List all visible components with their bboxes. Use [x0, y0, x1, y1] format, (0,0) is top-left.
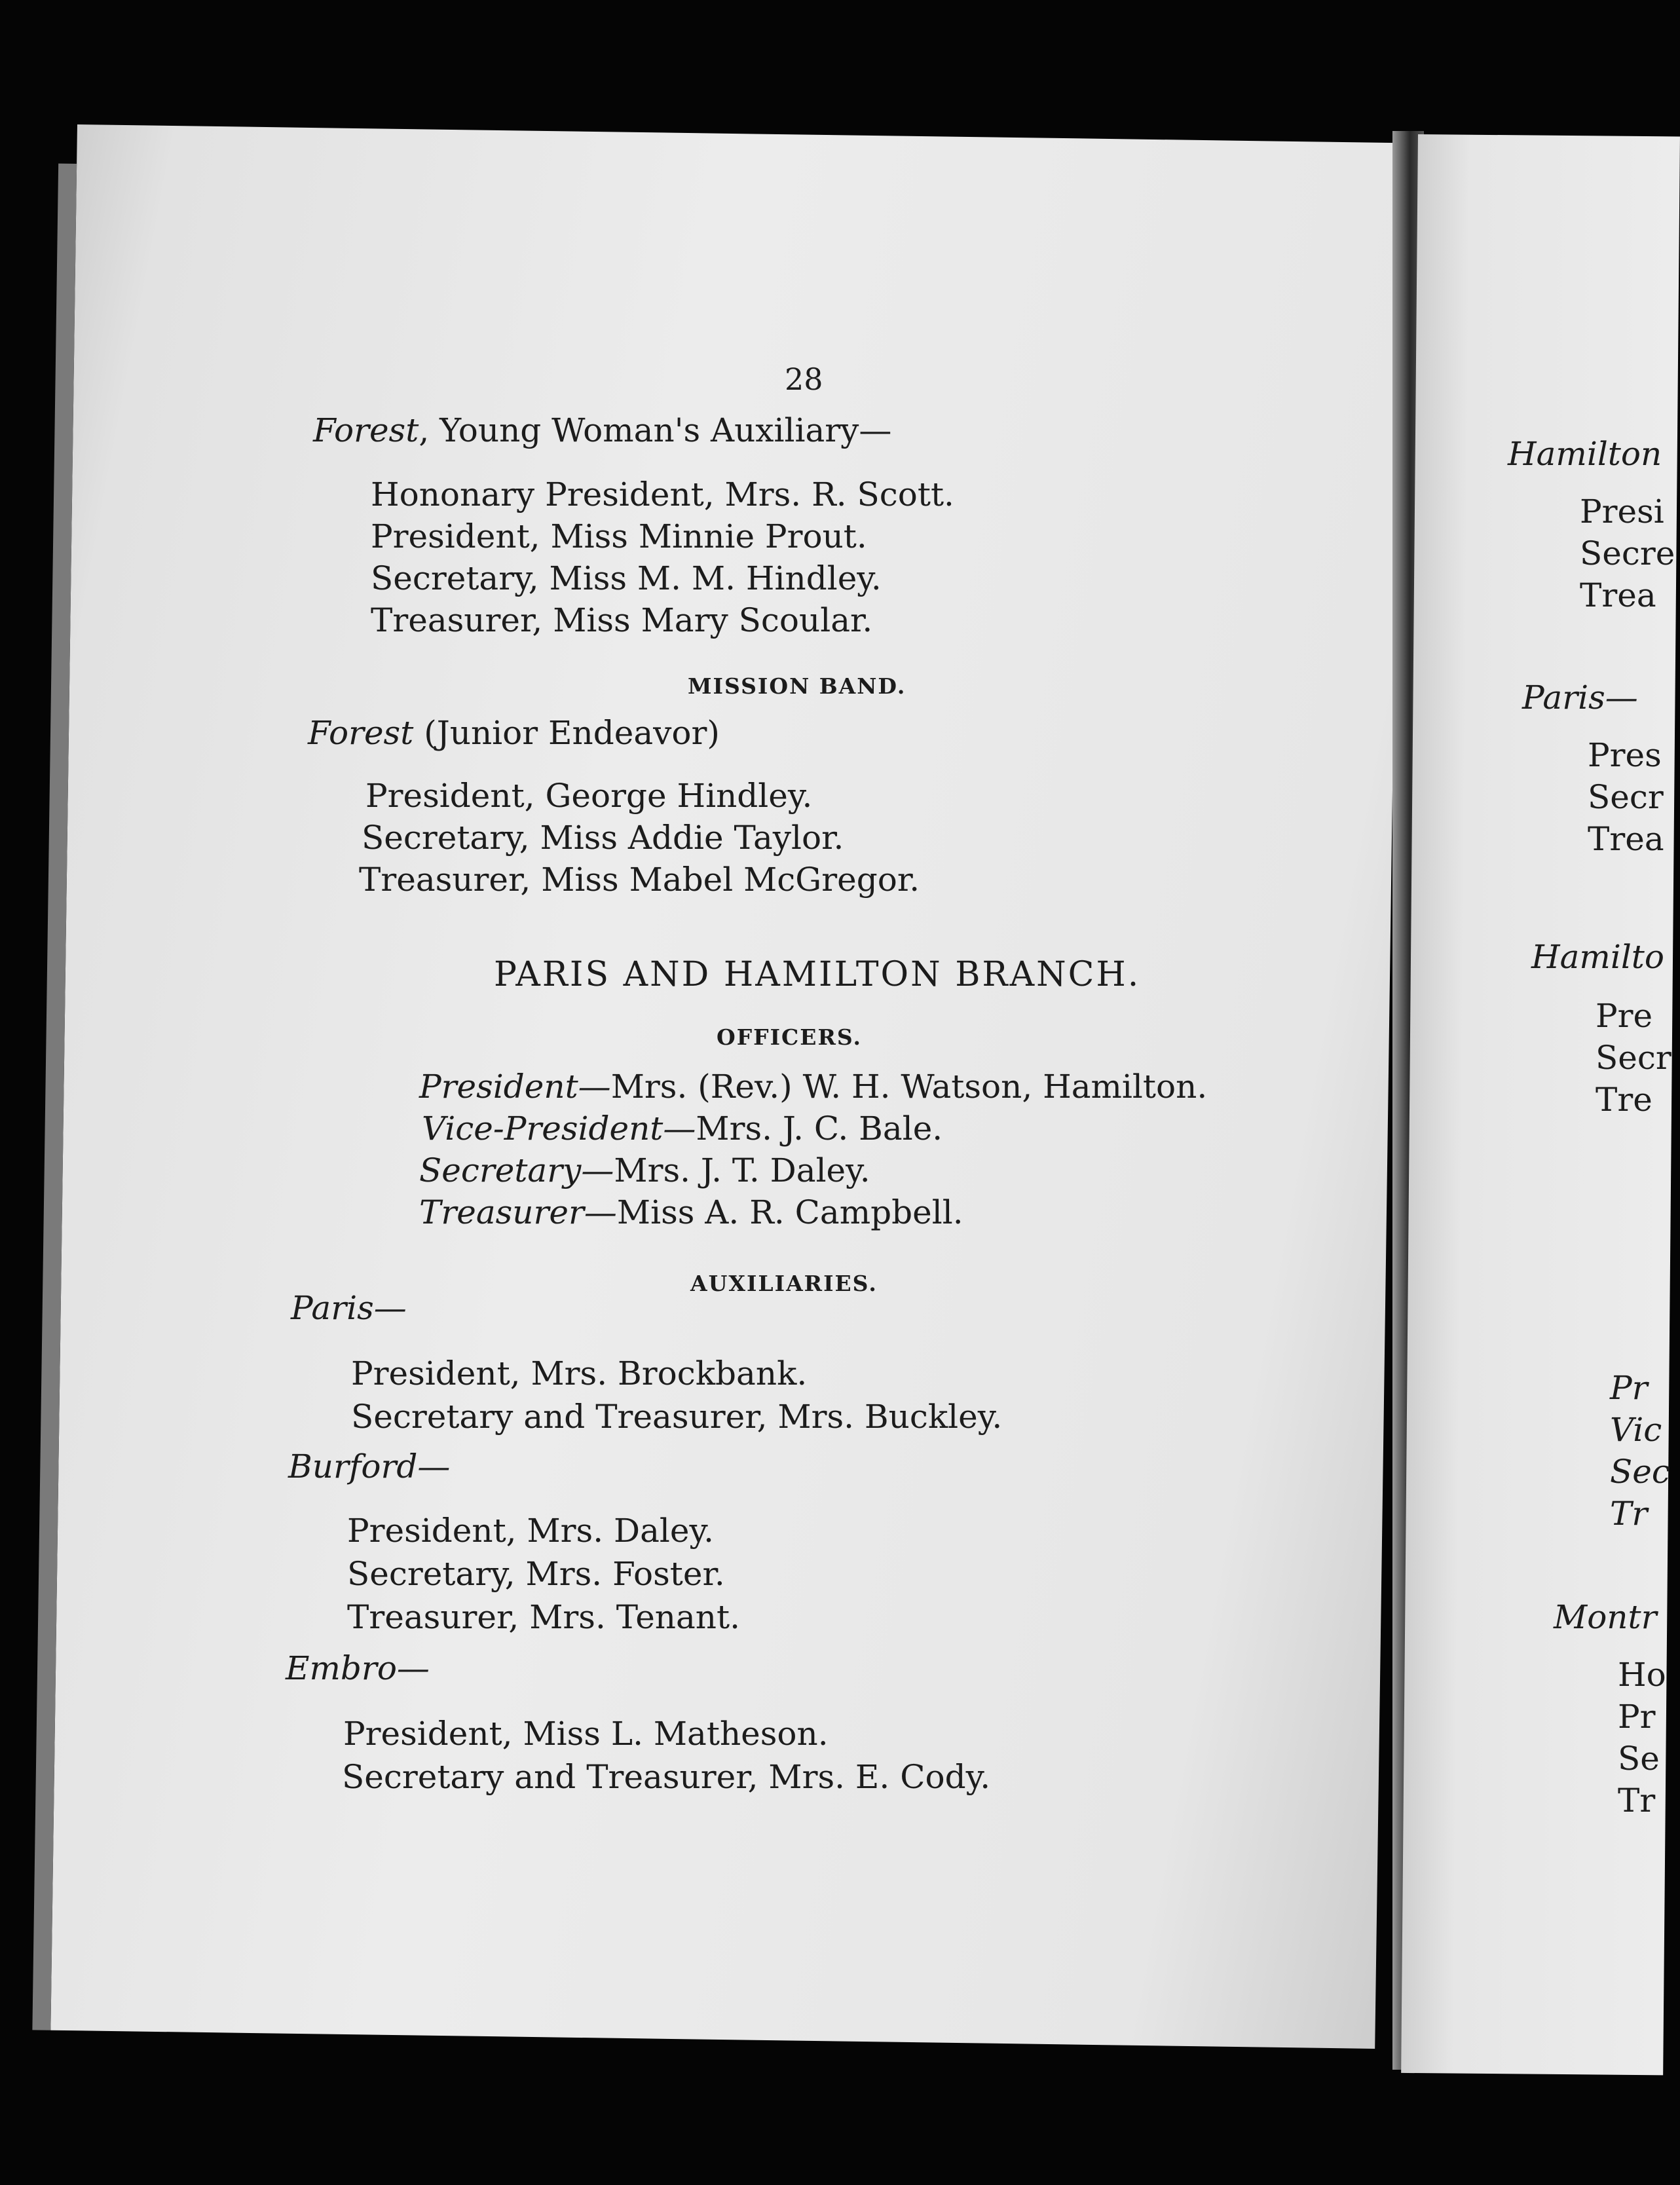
- auxiliary-line: President, Miss L. Matheson.: [343, 1715, 829, 1753]
- auxiliary-line: Secretary and Treasurer, Mrs. E. Cody.: [342, 1758, 991, 1796]
- right-fragment: Trea: [1588, 820, 1664, 858]
- right-fragment: Se: [1618, 1740, 1660, 1778]
- right-fragment: Pres: [1588, 736, 1662, 774]
- auxiliaries-heading: AUXILIARIES.: [690, 1271, 878, 1296]
- mission-band-heading: MISSION BAND.: [688, 673, 906, 699]
- right-fragment: Pr: [1618, 1698, 1656, 1736]
- right-fragment: Pr: [1610, 1369, 1648, 1407]
- forest-je-title: (Junior Endeavor): [413, 714, 720, 752]
- officer-secretary: [419, 1151, 870, 1189]
- auxiliary-line: Secretary and Treasurer, Mrs. Buckley.: [351, 1398, 1003, 1436]
- forest-ywa-title: , Young Woman's Auxiliary—: [419, 411, 892, 449]
- officer-treasurer: [419, 1193, 963, 1231]
- right-fragment: Secr: [1588, 778, 1664, 816]
- right-fragment: Tr: [1618, 1782, 1656, 1820]
- right-fragment: Pre: [1596, 997, 1653, 1035]
- forest-je-line: Secretary, Miss Addie Taylor.: [362, 819, 844, 857]
- forest-je-heading: [308, 714, 720, 752]
- officer-role: Vice-President—: [422, 1110, 696, 1148]
- officer-vice-president: [422, 1110, 943, 1148]
- right-fragment: Paris—: [1522, 679, 1638, 717]
- auxiliary-line: Treasurer, Mrs. Tenant.: [347, 1598, 740, 1636]
- page-number: 28: [785, 362, 823, 397]
- officer-role: President—: [419, 1068, 611, 1106]
- forest-je-line: Treasurer, Miss Mabel McGregor.: [359, 861, 920, 899]
- right-fragment: Secr: [1596, 1039, 1671, 1077]
- auxiliary-line: President, Mrs. Brockbank.: [351, 1354, 808, 1392]
- forest-ywa-heading: [313, 411, 891, 449]
- right-fragment: Hamilton: [1508, 435, 1662, 473]
- right-fragment: Tre: [1596, 1081, 1652, 1119]
- auxiliary-place: Burford—: [288, 1447, 451, 1485]
- right-fragment: Trea: [1580, 576, 1656, 614]
- right-fragment: Presi: [1580, 493, 1664, 531]
- officers-heading: OFFICERS.: [717, 1024, 863, 1050]
- right-fragment: Secre: [1580, 534, 1675, 572]
- right-fragment: Vic: [1610, 1411, 1662, 1449]
- officer-president: [419, 1068, 1207, 1106]
- auxiliary-line: Secretary, Mrs. Foster.: [347, 1555, 725, 1593]
- forest-ywa-line: Secretary, Miss M. M. Hindley.: [371, 559, 882, 597]
- right-fragment: Hamilto: [1531, 938, 1665, 976]
- auxiliary-place: Embro—: [286, 1649, 430, 1687]
- right-fragment: Sec: [1610, 1453, 1670, 1491]
- officer-role: Treasurer—: [419, 1193, 617, 1231]
- officer-name: Mrs. (Rev.) W. H. Watson, Hamilton.: [610, 1068, 1208, 1106]
- forest-je-place: Forest: [308, 714, 414, 752]
- forest-ywa-line: Treasurer, Miss Mary Scoular.: [371, 601, 873, 639]
- officer-name: Mrs. J. T. Daley.: [614, 1151, 870, 1189]
- officer-name: Mrs. J. C. Bale.: [696, 1110, 943, 1148]
- right-fragment: Tr: [1610, 1495, 1648, 1533]
- forest-je-line: President, George Hindley.: [365, 777, 813, 815]
- forest-ywa-place: Forest: [313, 411, 419, 449]
- officer-name: Miss A. R. Campbell.: [616, 1193, 963, 1231]
- forest-ywa-line: President, Miss Minnie Prout.: [371, 517, 867, 555]
- forest-ywa-line: Hononary President, Mrs. R. Scott.: [371, 476, 954, 514]
- officer-role: Secretary—: [419, 1151, 614, 1189]
- right-fragment: Ho: [1618, 1656, 1666, 1694]
- branch-heading: PARIS AND HAMILTON BRANCH.: [494, 955, 1141, 994]
- right-fragment: Montr: [1554, 1598, 1657, 1636]
- auxiliary-line: President, Mrs. Daley.: [347, 1512, 714, 1550]
- auxiliary-place: Paris—: [291, 1289, 407, 1327]
